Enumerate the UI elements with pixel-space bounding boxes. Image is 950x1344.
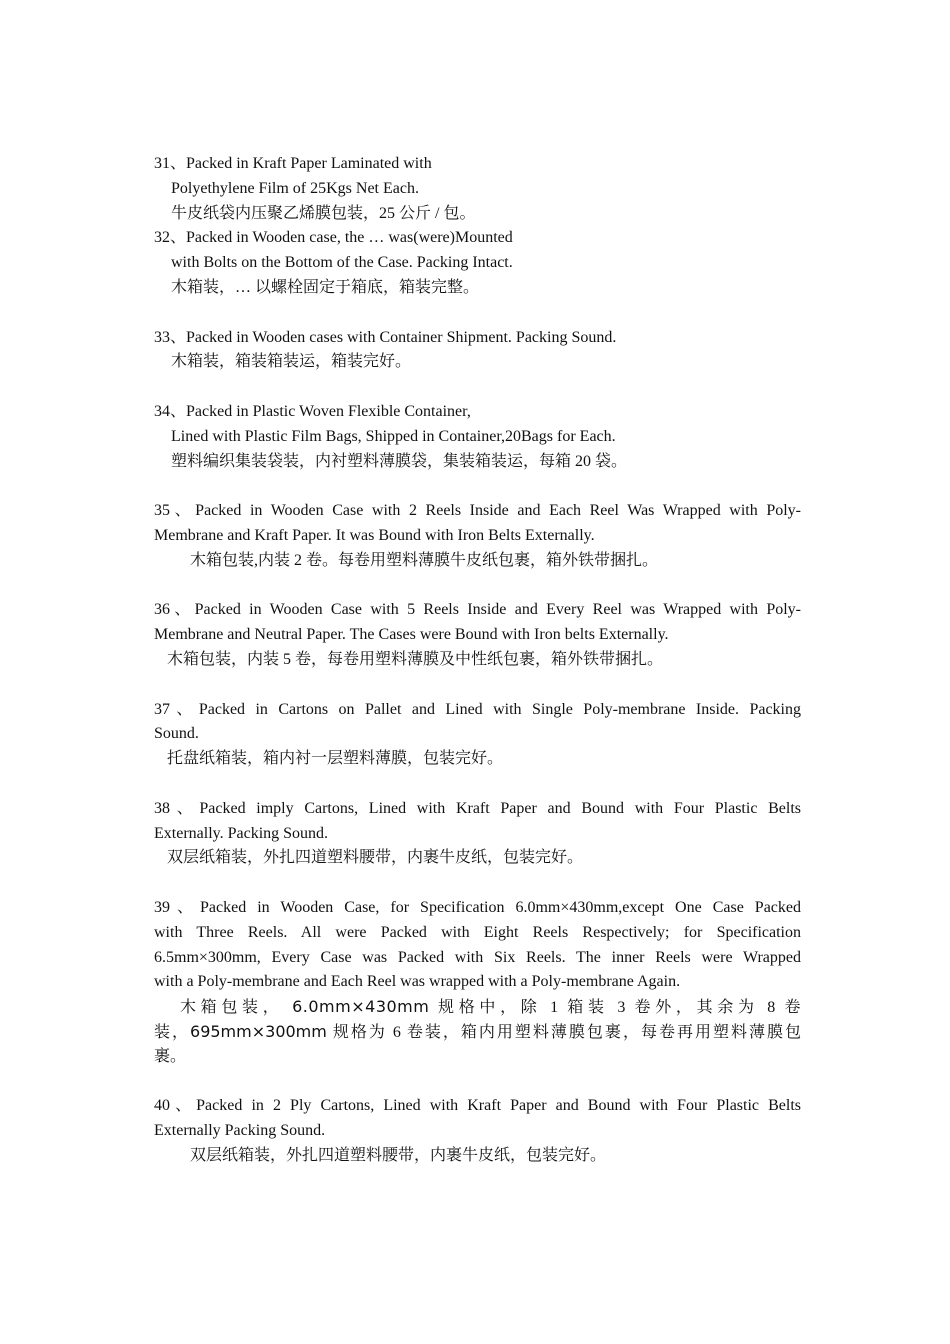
item-title: 31、Packed in Kraft Paper Laminated with [154, 155, 432, 172]
item-text: with Bolts on the Bottom of the Case. Packing Intact. [171, 254, 513, 272]
item-title: 36、Packed in Wooden Case with 5 Reels Inside and Every Reel was Wrapped with Poly- [154, 601, 801, 619]
item-text: Membrane and Neutral Paper. The Cases were Bound with Iron belts Externally. [154, 626, 669, 644]
spacer [154, 574, 801, 599]
item-title: 38、Packed imply Cartons, Lined with Kraft Paper and Bound with Four Plastic Belts [154, 799, 801, 817]
item-text: Sound. [154, 725, 199, 743]
list-item [154, 226, 801, 300]
list-item [154, 152, 801, 226]
item-title: 37、Packed in Cartons on Pallet and Lined with Single Poly-membrane Inside. Packing [154, 700, 801, 718]
item-text: with a Poly-membrane and Each Reel was wrapped with a Poly-membrane Again. [154, 973, 681, 991]
spacer [154, 772, 801, 797]
item-title: 40、Packed in 2 Ply Cartons, Lined with Kraft Paper and Bound with Four Plastic Belts [154, 1097, 801, 1115]
item-title: 32、Packed in Wooden case, the … was(were)Mounted [154, 229, 513, 247]
translation-text: 装， [154, 1023, 191, 1041]
item-translation: 塑料编织集装袋装，内衬塑料薄膜袋，集装箱装运，每箱 20 袋。 [171, 452, 628, 470]
item-translation [154, 1020, 801, 1045]
spec-value: 6.0mm×430mm [292, 997, 430, 1017]
packing-terms-list [154, 152, 801, 1169]
translation-text: 规格为 6 卷装，箱内用塑料薄膜包裹，每卷再用塑料薄膜包 [332, 1023, 801, 1041]
item-text: Externally. Packing Sound. [154, 824, 329, 842]
list-item [154, 499, 801, 573]
translation-text: 规格中，除 1 箱装 3 卷外，其余为 8 卷 [438, 999, 801, 1017]
list-item [154, 326, 801, 376]
spacer [154, 474, 801, 499]
spacer [154, 1069, 801, 1094]
item-translation: 木箱装，… 以螺栓固定于箱底，箱装完整。 [171, 278, 480, 296]
spacer [154, 375, 801, 400]
item-translation: 牛皮纸袋内压聚乙烯膜包装，25 公斤 / 包。 [171, 204, 476, 222]
item-text: Externally Packing Sound. [154, 1122, 326, 1140]
item-text: Lined with Plastic Film Bags, Shipped in Container,20Bags for Each. [171, 427, 616, 445]
item-title: 39、Packed in Wooden Case, for Specification 6.0mm×430mm,except One Case Packed [154, 898, 801, 916]
item-translation: 托盘纸箱装，箱内衬一层塑料薄膜，包装完好。 [167, 750, 504, 768]
item-text: with Three Reels. All were Packed with Eight Reels Respectively; for Specification [154, 923, 801, 941]
list-item [154, 896, 801, 1070]
item-translation: 木箱包装，内装 5 卷，每卷用塑料薄膜及中性纸包裹，箱外铁带捆扎。 [167, 650, 664, 668]
spacer [154, 673, 801, 698]
item-translation [154, 995, 801, 1020]
item-title: 33、Packed in Wooden cases with Container Shipment. Packing Sound. [154, 328, 617, 346]
spec-value: 695mm×300mm [190, 1021, 327, 1041]
spacer [154, 301, 801, 326]
item-translation: 双层纸箱装，外扎四道塑料腰带，内裹牛皮纸，包装完好。 [190, 1146, 607, 1164]
list-item [154, 598, 801, 672]
item-translation: 裹。 [154, 1047, 187, 1065]
spacer [154, 871, 801, 896]
list-item [154, 400, 801, 474]
item-text: Polyethylene Film of 25Kgs Net Each. [171, 179, 419, 197]
translation-text: 木箱包装， [180, 999, 284, 1017]
item-text: Membrane and Kraft Paper. It was Bound with Iron Belts Externally. [154, 526, 595, 544]
list-item [154, 698, 801, 772]
item-text: 6.5mm×300mm, Every Case was Packed with Six Reels. The inner Reels were Wrapped [154, 948, 801, 966]
item-translation: 木箱装，箱装箱装运，箱装完好。 [171, 353, 412, 371]
item-translation: 双层纸箱装，外扎四道塑料腰带，内裹牛皮纸，包装完好。 [167, 849, 584, 867]
item-title: 34、Packed in Plastic Woven Flexible Container, [154, 402, 471, 420]
item-translation: 木箱包装,内装 2 卷。每卷用塑料薄膜牛皮纸包裹，箱外铁带捆扎。 [190, 551, 659, 569]
list-item [154, 797, 801, 871]
list-item [154, 1094, 801, 1168]
item-title: 35、Packed in Wooden Case with 2 Reels Inside and Each Reel Was Wrapped with Poly- [154, 502, 801, 520]
